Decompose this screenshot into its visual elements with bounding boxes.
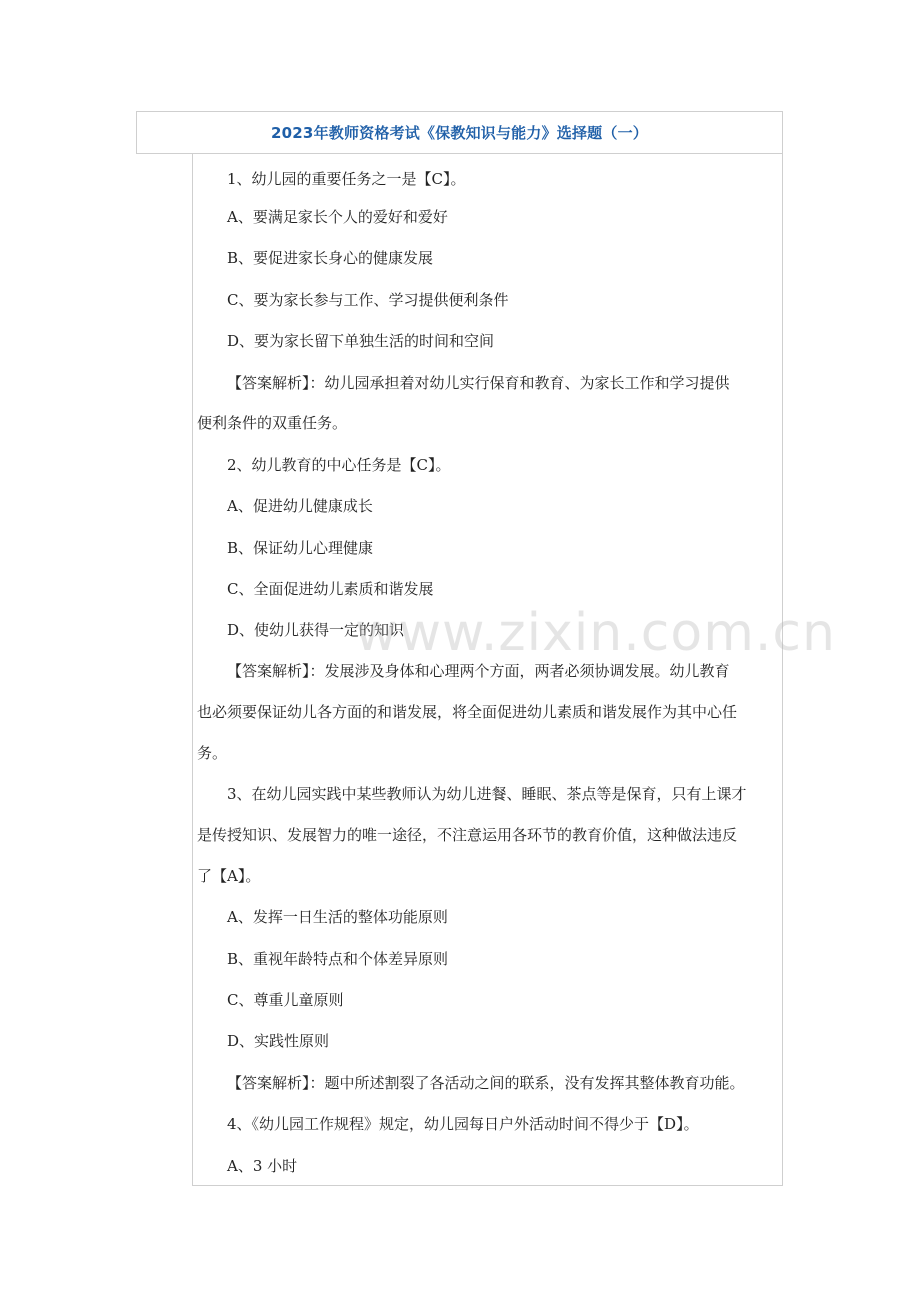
question-2-option-b: B、保证幼儿心理健康 (227, 539, 374, 557)
question-3-option-a: A、发挥一日生活的整体功能原则 (227, 908, 448, 926)
question-1-option-c: C、要为家长参与工作、学习提供便利条件 (227, 291, 509, 309)
question-3-option-d: D、实践性原则 (227, 1032, 330, 1050)
question-1-option-a: A、要满足家长个人的爱好和爱好 (227, 208, 448, 226)
watermark: www.zixin.com.cn (355, 603, 836, 663)
question-3-stem-line-3: 了【A】。 (197, 867, 261, 885)
question-1-option-b: B、要促进家长身心的健康发展 (227, 249, 434, 267)
question-2-analysis-line-1: 【答案解析】：发展涉及身体和心理两个方面，两者必须协调发展。幼儿教育 (227, 662, 730, 680)
question-3-analysis: 【答案解析】：题中所述割裂了各活动之间的联系，没有发挥其整体教育功能。 (227, 1074, 745, 1092)
question-2-option-d: D、使幼儿获得一定的知识 (227, 621, 405, 639)
page-title: 2023年教师资格考试《保教知识与能力》选择题（一） (271, 124, 648, 142)
content-box (192, 154, 783, 1186)
question-3-option-c: C、尊重儿童原则 (227, 991, 344, 1009)
question-2-option-a: A、促进幼儿健康成长 (227, 497, 373, 515)
title-box (136, 111, 783, 154)
question-3-stem-line-2: 是传授知识、发展智力的唯一途径，不注意运用各环节的教育价值，这种做法违反 (197, 826, 738, 844)
question-1-option-d: D、要为家长留下单独生活的时间和空间 (227, 332, 495, 350)
question-1-analysis-line-2: 便利条件的双重任务。 (197, 414, 348, 432)
question-1-stem: 1、幼儿园的重要任务之一是【C】。 (227, 170, 466, 188)
question-2-analysis-line-3: 务。 (197, 744, 228, 762)
question-3-option-b: B、重视年龄特点和个体差异原则 (227, 950, 449, 968)
question-4-option-a: A、3 小时 (227, 1157, 298, 1175)
question-1-analysis-line-1: 【答案解析】：幼儿园承担着对幼儿实行保育和教育、为家长工作和学习提供 (227, 374, 730, 392)
question-2-stem: 2、幼儿教育的中心任务是【C】。 (227, 456, 451, 474)
question-2-option-c: C、全面促进幼儿素质和谐发展 (227, 580, 434, 598)
question-4-stem: 4、《幼儿园工作规程》规定，幼儿园每日户外活动时间不得少于【D】。 (227, 1115, 699, 1133)
question-2-analysis-line-2: 也必须要保证幼儿各方面的和谐发展，将全面促进幼儿素质和谐发展作为其中心任 (197, 703, 738, 721)
question-3-stem-line-1: 3、在幼儿园实践中某些教师认为幼儿进餐、睡眠、茶点等是保育，只有上课才 (227, 785, 747, 803)
